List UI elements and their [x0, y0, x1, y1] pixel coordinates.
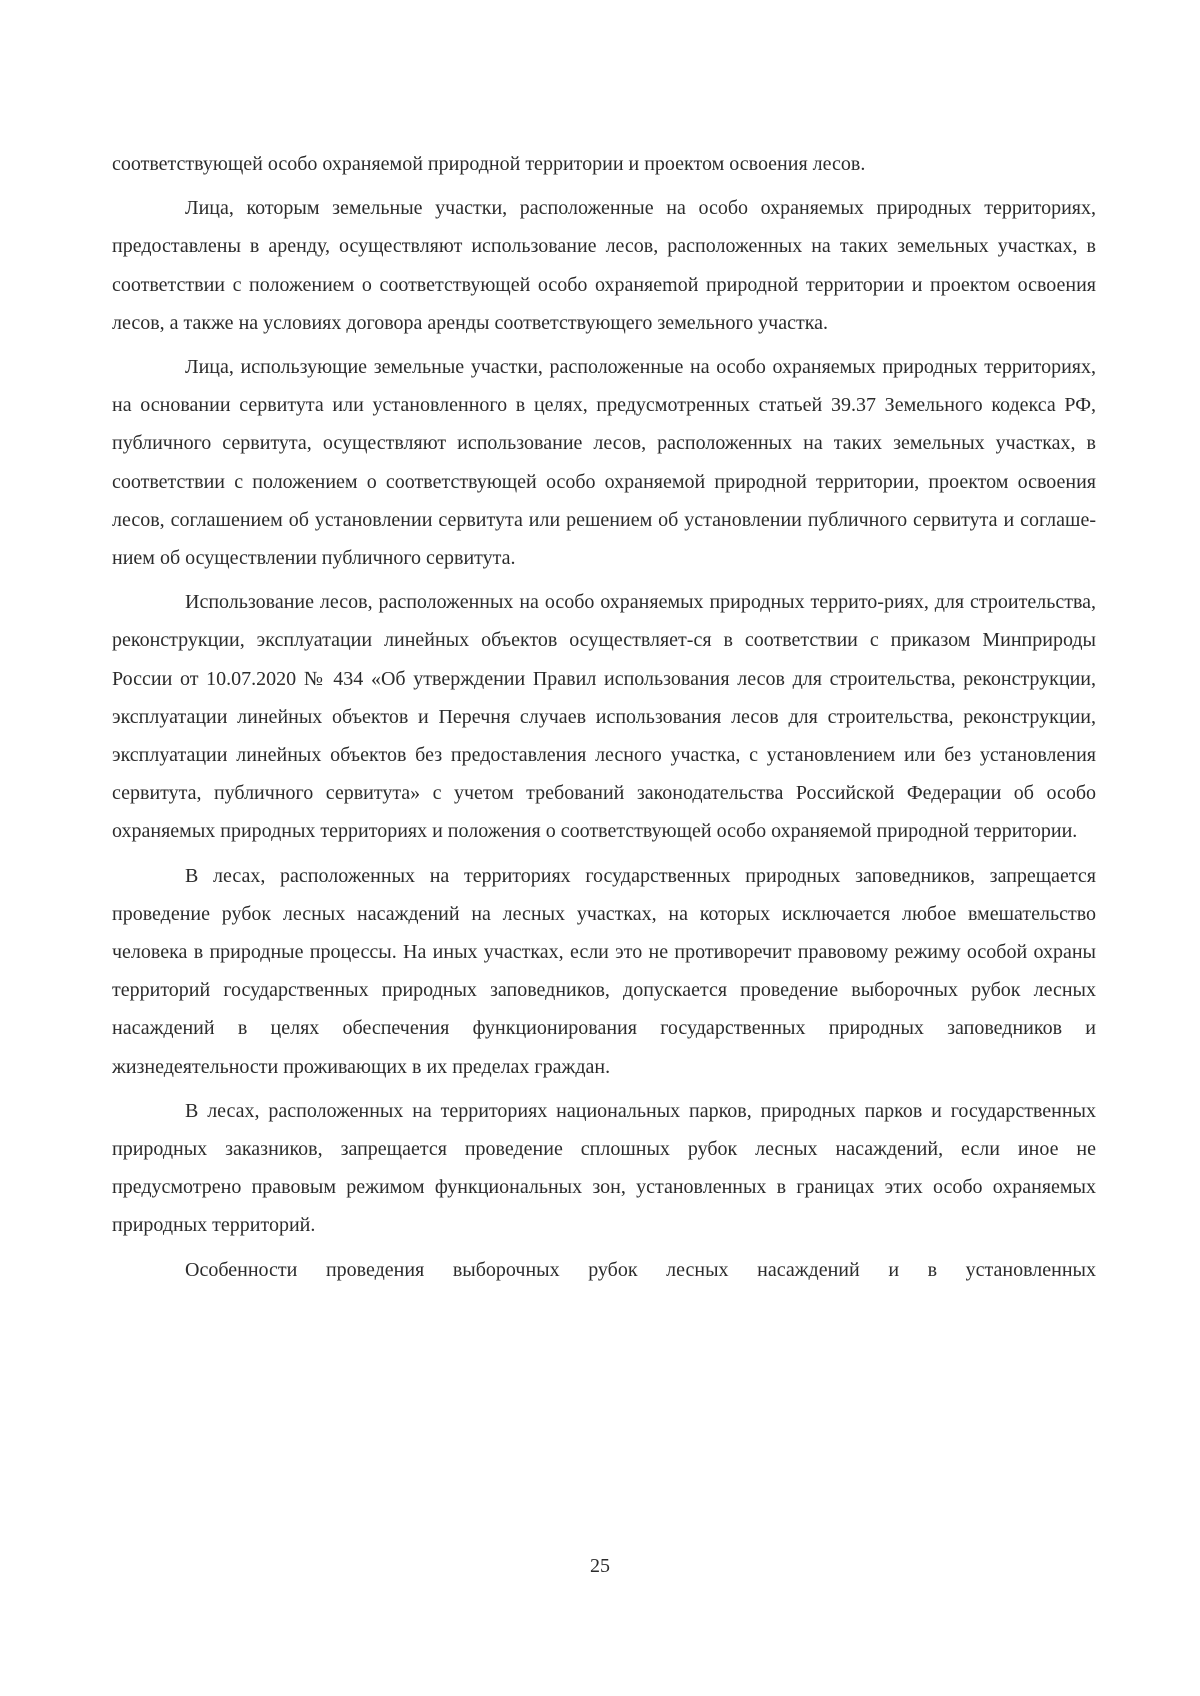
body-text [112, 145, 1096, 1295]
paragraph-lease-use: Лица, которым земельные участки, расположенные на особо охраняемых природных территориях, предоставлены в аренду, осуществляют использование лесов, расположенных на таких земельных участках, в соответствии с положением о соответствующей особо охраняеmой природной территории и проектом освоения лесов, а также на условиях договора аренды соответствующего земельного участка. [112, 197, 1096, 334]
paragraph-national-parks: В лесах, расположенных на территориях национальных парков, природных парков и государственных природных заказников, запрещается проведение сплошных рубок лесных насаждений, если иное не предусмотрено правовым режимом функциональных зон, установленных в границах этих особо охраняемых природных территорий. [112, 1099, 1096, 1237]
paragraph-nature-reserves: В лесах, расположенных на территориях государственных природных заповедников, запрещается проведение рубок лесных насаждений на лесных участках, на которых исключается любое вмешательство человека в природные процессы. На иных участках, если это не противоречит правовому режиму особой охраны территорий государственных природных заповедников, допускается проведение выборочных рубок лесных насаждений в целях обеспечения функционирования государственных природных заповедников и жизнедеятельности проживающих в их пределах граждан. [112, 864, 1096, 1078]
page-number: 25 [590, 1555, 610, 1577]
paragraph-selective-logging: Особенности проведения выборочных рубок лесных насаждений и в установленных [185, 1258, 1096, 1281]
paragraph-linear-objects: Использование лесов, расположенных на особо охраняемых природных террито-риях, для строительства, реконструкции, эксплуатации линейных объектов осуществляет-ся в соответствии с приказом Минприроды России от 10.07.2020 № 434 «Об утверждении Правил использования лесов для строительства, реконструкции, эксплуатации линейных объектов и Перечня случаев использования лесов для строительства, реконструкции, эксплуатации линейных объектов без предоставления лесного участка, с установлением или без установления сервитута, публичного сервитута» с учетом требований законодательства Российской Федерации об особо охраняемых природных территориях и положения о соответствующей особо охраняемой природной территории. [112, 591, 1096, 843]
paragraph-continuation: соответствующей особо охраняемой природной территории и проектом освоения лесов. [112, 153, 866, 175]
paragraph-servitude-use: Лица, использующие земельные участки, расположенные на особо охраняемых природных территориях, на основании сервитута или установленного в целях, предусмотренных статьей 39.37 Земельного кодекса РФ, публичного сервитута, осуществляют использование лесов, расположенных на таких земельных участках, в соответствии с положением о соответствующей особо охраняемой природной территории, проектом освоения лесов, соглашением об установлении сервитута или решением об установлении публичного сервитута и соглашением об осуществлении публичного сервитута. [112, 356, 1096, 570]
